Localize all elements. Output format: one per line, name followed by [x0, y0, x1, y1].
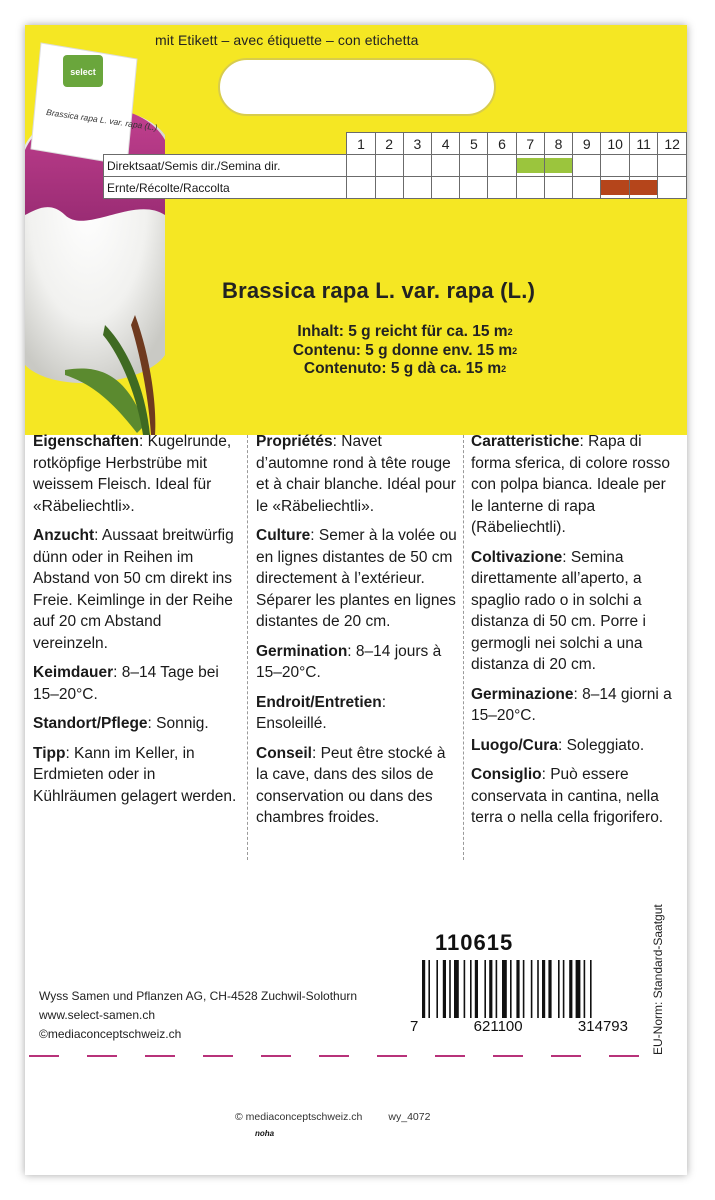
month-11: 11 — [629, 133, 657, 155]
italian-column — [471, 431, 681, 837]
barcode-bar — [537, 960, 539, 1022]
cut-dash — [145, 1055, 175, 1057]
sowing-bar-month-7 — [517, 158, 544, 173]
harvest-bar-month-10 — [601, 180, 629, 195]
barcode-digit-prefix: 7 — [410, 1018, 419, 1035]
content-quantity — [255, 323, 555, 379]
paragraph: Caratteristiche: Rapa di forma sferica, di colore rosso con polpa bianca. Ideale per le lanterne di rapa (Räbeliechtli). — [471, 433, 670, 536]
paragraph: Luogo/Cura: Soleggiato. — [471, 736, 645, 754]
column-divider — [463, 435, 464, 860]
paragraph: Tipp: Kann im Keller, in Erdmieten oder in Kühlräumen gelagert werden. — [33, 744, 237, 805]
month-12: 12 — [658, 133, 687, 155]
cut-dash — [29, 1055, 59, 1057]
credit-code: wy_4072 — [388, 1111, 431, 1123]
barcode-bar — [489, 960, 492, 1022]
copyright-line: ©mediaconceptschweiz.ch — [39, 1027, 182, 1041]
month-7: 7 — [516, 133, 544, 155]
cut-dash — [609, 1055, 639, 1057]
paragraph: Consiglio: Può essere conservata in cantina, nella terra o nella cella frigorifero. — [471, 766, 664, 826]
cut-dash — [377, 1055, 407, 1057]
barcode-bar — [510, 960, 512, 1022]
paragraph: Anzucht: Aussaat breitwürfig dünn oder in Reihen im Abstand von 50 cm direkt ins Freie. Keimlinge in der Reihe auf 20 cm Abstand vereinzeln. — [33, 527, 234, 652]
barcode-bar — [422, 960, 425, 1022]
cut-dash — [551, 1055, 581, 1057]
yellow-header-panel — [25, 25, 687, 435]
bottom-credit — [235, 1111, 430, 1123]
paragraph: Keimdauer: 8–14 Tage bei 15–20°C. — [33, 664, 219, 703]
barcode-bar — [542, 960, 545, 1022]
barcode-digit-left: 621100 — [473, 1018, 523, 1035]
month-4: 4 — [432, 133, 460, 155]
paragraph: Propriétés: Navet d’automne rond à tête rouge et à chair blanche. Idéal pour le «Räbeliechtli». — [256, 433, 456, 515]
paragraph: Germinazione: 8–14 giorni a 15–20°C. — [471, 685, 672, 724]
article-number: 110615 — [435, 930, 514, 955]
select-logo: select — [63, 55, 103, 87]
tag-species-text: Brassica rapa L. var. rapa (L.) — [45, 107, 159, 133]
german-column — [33, 431, 240, 815]
month-9: 9 — [573, 133, 601, 155]
paragraph: Conseil: Peut être stocké à la cave, dans des silos de conservation ou dans des chambres froides. — [256, 744, 446, 826]
month-2: 2 — [375, 133, 403, 155]
seed-packet-back — [25, 25, 687, 1175]
barcode-bar — [590, 960, 592, 1022]
calendar-row-harvest — [104, 177, 687, 199]
row-label-harvest: Ernte/Récolte/Raccolta — [104, 177, 347, 199]
cut-dash — [319, 1055, 349, 1057]
label-note: mit Etikett – avec étiquette – con etichetta — [155, 32, 419, 48]
sowing-calendar — [103, 132, 687, 199]
printer-logo: noha — [255, 1129, 275, 1138]
barcode-digits — [410, 1018, 628, 1035]
barcode-bar — [516, 960, 519, 1022]
french-column — [256, 431, 458, 837]
barcode-bar — [484, 960, 486, 1022]
barcode-bar — [428, 960, 430, 1022]
paragraph: Standort/Pflege: Sonnig. — [33, 715, 209, 732]
barcode-bar — [523, 960, 525, 1022]
barcode-bar — [475, 960, 478, 1022]
content-line-fr: Contenu: 5 g donne env. 15 $m^2$ — [292, 341, 518, 359]
barcode-bar — [576, 960, 581, 1022]
company-info — [39, 987, 357, 1044]
cut-dash — [87, 1055, 117, 1057]
calendar-row-sowing — [104, 155, 687, 177]
paragraph: Coltivazione: Semina direttamente all’aperto, a spaglio rado o in solchi a distanza di 50 cm. Porre i germogli nei solchi a una distanza di 20 cm. — [471, 548, 646, 673]
paragraph: Germination: 8–14 jours à 15–20°C. — [256, 642, 442, 681]
column-divider — [247, 435, 248, 860]
paragraph: Eigenschaften: Kugelrunde, rotköpfige Herbstrübe mit weissem Fleisch. Ideal für «Räbeliechtli». — [33, 433, 232, 515]
content-line-de: Inhalt: 5 g reicht für ca. 15 $m^2$ — [297, 323, 513, 340]
barcode-bar — [443, 960, 446, 1022]
cut-dash — [261, 1055, 291, 1057]
row-label-sowing: Direktsaat/Semis dir./Semina dir. — [104, 155, 347, 177]
month-10: 10 — [601, 133, 630, 155]
barcode-bar — [584, 960, 586, 1022]
calendar-month-row — [104, 133, 687, 155]
eu-norm-label: EU-Norm: Standard-Saatgut — [651, 904, 665, 1055]
barcode-bar — [569, 960, 572, 1022]
barcode-bar — [502, 960, 507, 1022]
barcode-bar — [531, 960, 533, 1022]
barcode-bar — [548, 960, 551, 1022]
month-1: 1 — [347, 133, 375, 155]
species-title: Brassica rapa L. var. rapa (L.) — [222, 278, 536, 303]
month-8: 8 — [544, 133, 572, 155]
barcode-digit-right: 314793 — [577, 1018, 628, 1035]
barcode-bar — [470, 960, 472, 1022]
company-address: Wyss Samen und Pflanzen AG, CH-4528 Zuchwil-Solothurn — [39, 989, 358, 1003]
month-3: 3 — [403, 133, 431, 155]
hang-hole — [218, 58, 496, 116]
barcode-bar — [496, 960, 498, 1022]
barcode-bar — [449, 960, 451, 1022]
sowing-bar-month-8 — [545, 158, 572, 173]
cut-dash — [203, 1055, 233, 1057]
cut-dash — [493, 1055, 523, 1057]
month-5: 5 — [460, 133, 488, 155]
cut-dash — [435, 1055, 465, 1057]
paragraph: Culture: Semer à la volée ou en lignes distantes de 50 cm directement à l’extérieur. Séparer les plantes en lignes distantes de 20 cm. — [256, 527, 457, 630]
barcode-bar — [436, 960, 438, 1022]
cut-line — [25, 1055, 687, 1057]
barcode-bar — [558, 960, 560, 1022]
content-line-it: Contenuto: 5 g dà ca. 15 $m^2$ — [303, 360, 507, 377]
month-6: 6 — [488, 133, 516, 155]
barcode-bar — [464, 960, 466, 1022]
barcode-bar — [454, 960, 459, 1022]
harvest-bar-month-11 — [630, 180, 657, 195]
barcode-bar — [563, 960, 565, 1022]
paragraph: Endroit/Entretien: Ensoleillé. — [256, 693, 387, 732]
company-website-link[interactable]: www.select-samen.ch — [39, 1008, 156, 1022]
credit-copyright: © mediaconceptschweiz.ch — [235, 1111, 363, 1123]
